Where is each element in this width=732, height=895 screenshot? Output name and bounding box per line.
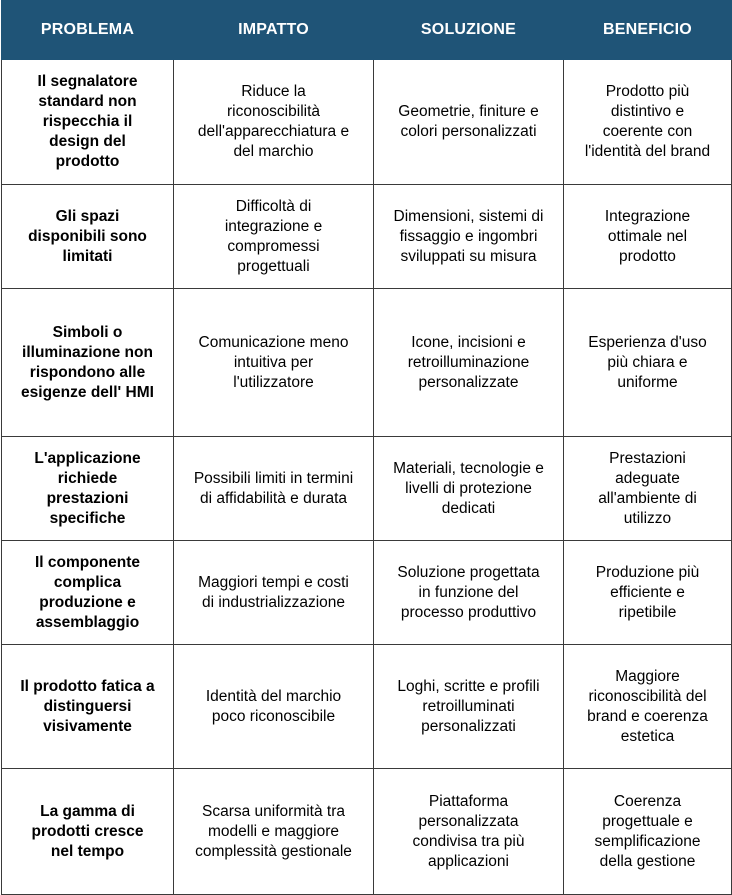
- impact-text: Riduce la riconoscibilità dell'apparecchiatura e del marchio: [197, 83, 350, 160]
- problem-cell: [2, 289, 174, 437]
- problem-cell: [2, 437, 174, 541]
- impact-text: Identità del marchio poco riconoscibile: [205, 687, 342, 725]
- problem-cell: [2, 60, 174, 185]
- impact-cell: [174, 769, 374, 895]
- impact-cell: [174, 289, 374, 437]
- problem-cell: [2, 541, 174, 645]
- benefit-text: Produzione più efficiente e ripetibile: [595, 563, 700, 621]
- impact-cell: [174, 645, 374, 769]
- solution-text: Loghi, scritte e profili retroilluminati personalizzati: [397, 677, 540, 735]
- header-beneficio: BENEFICIO: [564, 1, 732, 60]
- solution-cell: [374, 289, 564, 437]
- table-row: [2, 289, 732, 437]
- table-row: [2, 60, 732, 185]
- impact-text: Scarsa uniformità tra modelli e maggiore complessità gestionale: [195, 802, 352, 860]
- table-row: [2, 769, 732, 895]
- header-row: [2, 1, 732, 60]
- solution-text: Dimensioni, sistemi di fissaggio e ingombri sviluppati su misura: [393, 207, 544, 265]
- solution-cell: [374, 437, 564, 541]
- benefit-text: Maggiore riconoscibilità del brand e coerenza estetica: [587, 667, 708, 745]
- benefit-cell: [564, 60, 732, 185]
- solution-cell: [374, 60, 564, 185]
- benefit-text: Prestazioni adeguate all'ambiente di utilizzo: [598, 449, 697, 527]
- impact-text: Possibili limiti in termini di affidabilità e durata: [193, 469, 354, 507]
- impact-text: Difficoltà di integrazione e compromessi progettuali: [224, 197, 323, 275]
- impact-text: Comunicazione meno intuitiva per l'utilizzatore: [198, 333, 349, 391]
- problem-cell: [2, 185, 174, 289]
- solution-text: Icone, incisioni e retroilluminazione personalizzate: [407, 333, 530, 391]
- problem-text: Il prodotto fatica a distinguersi visivamente: [20, 677, 155, 735]
- problem-cell: [2, 769, 174, 895]
- table-row: [2, 185, 732, 289]
- table-row: [2, 437, 732, 541]
- problem-text: L'applicazione richiede prestazioni specifiche: [34, 449, 141, 527]
- impact-text: Maggiori tempi e costi di industrializzazione: [198, 573, 349, 611]
- solution-text: Materiali, tecnologie e livelli di protezione dedicati: [393, 459, 544, 517]
- solution-text: Piattaforma personalizzata condivisa tra più applicazioni: [412, 792, 525, 870]
- table-row: [2, 541, 732, 645]
- problem-text: Il componente complica produzione e assemblaggio: [34, 553, 141, 631]
- benefit-cell: [564, 289, 732, 437]
- benefit-cell: [564, 769, 732, 895]
- benefit-cell: [564, 437, 732, 541]
- problem-text: Gli spazi disponibili sono limitati: [28, 207, 147, 265]
- benefit-cell: [564, 541, 732, 645]
- benefit-text: Integrazione ottimale nel prodotto: [604, 207, 691, 265]
- impact-cell: [174, 437, 374, 541]
- impact-cell: [174, 60, 374, 185]
- problem-cell: [2, 645, 174, 769]
- impact-cell: [174, 185, 374, 289]
- header-impatto: IMPATTO: [174, 1, 374, 60]
- header-soluzione: SOLUZIONE: [374, 1, 564, 60]
- impact-cell: [174, 541, 374, 645]
- benefit-text: Esperienza d'uso più chiara e uniforme: [588, 333, 707, 391]
- solution-cell: [374, 769, 564, 895]
- solution-text: Geometrie, finiture e colori personalizzati: [398, 103, 539, 140]
- solution-cell: [374, 541, 564, 645]
- benefit-cell: [564, 185, 732, 289]
- problem-solution-table: [1, 0, 732, 895]
- problem-text: Simboli o illuminazione non rispondono alle esigenze dell' HMI: [21, 323, 154, 401]
- header-problema: PROBLEMA: [2, 1, 174, 60]
- problem-text: La gamma di prodotti cresce nel tempo: [31, 802, 144, 860]
- benefit-cell: [564, 645, 732, 769]
- solution-text: Soluzione progettata in funzione del processo produttivo: [397, 563, 540, 621]
- solution-cell: [374, 645, 564, 769]
- table-row: [2, 645, 732, 769]
- benefit-text: Coerenza progettuale e semplificazione della gestione: [594, 792, 701, 870]
- benefit-text: Prodotto più distintivo e coerente con l'identità del brand: [584, 83, 711, 160]
- problem-text: Il segnalatore standard non rispecchia il design del prodotto: [37, 73, 138, 170]
- solution-cell: [374, 185, 564, 289]
